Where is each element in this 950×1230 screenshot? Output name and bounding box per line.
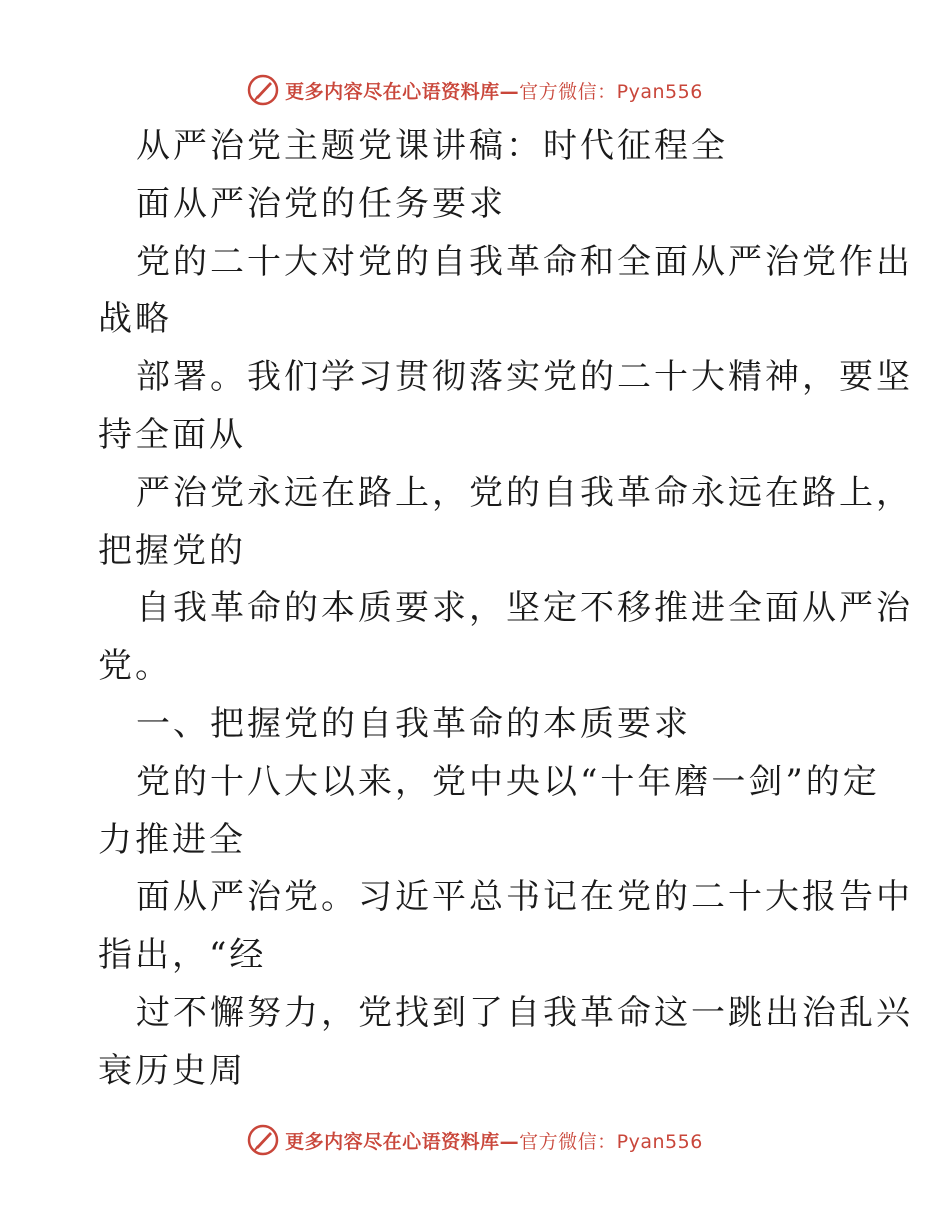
text-line: 指出，“经 <box>98 935 267 976</box>
text-line: 党的二十大对党的自我革命和全面从严治党作出 <box>136 241 913 282</box>
feather-pen-logo-icon <box>247 1124 279 1156</box>
text-line: 面从严治党的任务要求 <box>136 183 506 224</box>
text-line: 力推进全 <box>98 819 246 860</box>
footer-banner <box>0 1120 950 1160</box>
text-line: 党。 <box>98 646 172 687</box>
text-line: 面从严治党。习近平总书记在党的二十大报告中 <box>136 877 913 918</box>
text-line: 党的十八大以来，党中央以“十年磨一剑”的定 <box>136 761 880 802</box>
header-banner-text: 更多内容尽在心语资料库—官方微信：Pyan556 <box>285 80 703 103</box>
text-line: 衰历史周 <box>98 1050 246 1091</box>
header-banner <box>0 70 950 110</box>
text-line: 自我革命的本质要求，坚定不移推进全面从严治 <box>136 588 913 629</box>
text-line: 一、把握党的自我革命的本质要求 <box>136 703 691 744</box>
feather-pen-logo-icon <box>247 74 279 106</box>
text-line: 从严治党主题党课讲稿：时代征程全 <box>136 126 728 166</box>
text-line: 战略 <box>98 299 172 340</box>
text-line: 部署。我们学习贯彻落实党的二十大精神，要坚 <box>136 357 913 398</box>
text-line: 持全面从 <box>98 414 246 455</box>
text-line: 过不懈努力，党找到了自我革命这一跳出治乱兴 <box>136 992 913 1033</box>
footer-banner-text: 更多内容尽在心语资料库—官方微信：Pyan556 <box>285 1130 703 1153</box>
text-line: 把握党的 <box>98 530 246 571</box>
document-body <box>98 118 913 1101</box>
text-line: 严治党永远在路上，党的自我革命永远在路上， <box>136 472 913 513</box>
